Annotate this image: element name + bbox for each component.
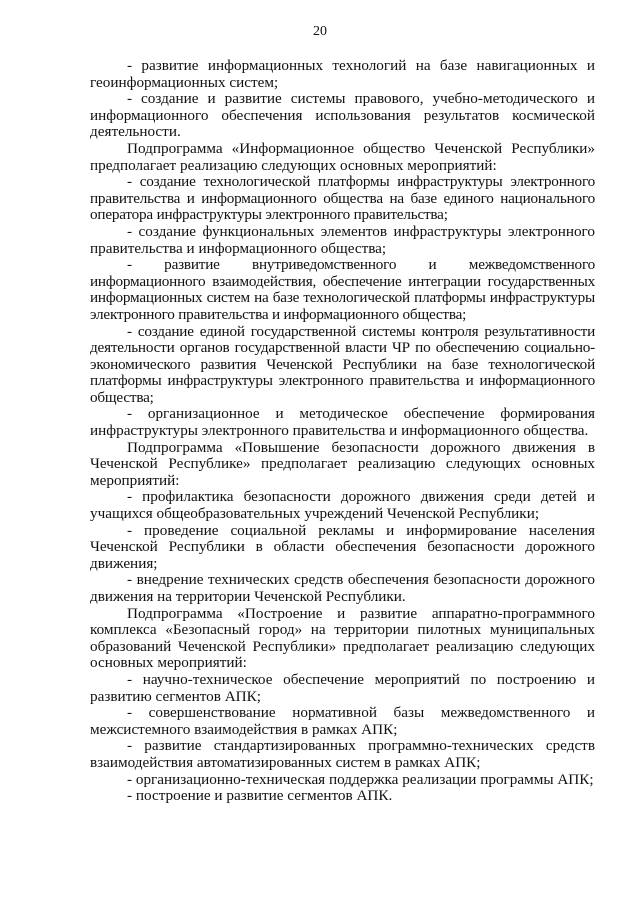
page-number: 20: [313, 24, 327, 39]
list-item: - совершенствование нормативной базы межведомственного и межсистемного взаимодействия в рамках АПК;: [90, 704, 595, 738]
list-item: - внедрение технических средств обеспечения безопасности дорожного движения на территории Чеченской Республики.: [90, 571, 595, 605]
list-item: - создание единой государственной системы контроля результативности деятельности органов государственной власти ЧР по обеспечению социально-экономического развития Чеченской Республики на базе технологической платформы инфраструктуры электронного правительства и информационного общества;: [90, 322, 595, 406]
list-item: - развитие стандартизированных программно-технических средств взаимодействия автоматизированных систем в рамках АПК;: [90, 737, 595, 771]
document-body: [90, 58, 595, 805]
list-item: - профилактика безопасности дорожного движения среди детей и учащихся общеобразовательных учреждений Чеченской Республики;: [90, 488, 595, 523]
list-item: - проведение социальной рекламы и информирование населения Чеченской Республики в области обеспечения безопасности дорожного движения;: [90, 521, 595, 572]
subprogram-intro: Подпрограмма «Информационное общество Чеченской Республики» предполагает реализацию следующих основных мероприятий:: [90, 139, 595, 174]
list-item: - организационно-техническая поддержка реализации программы АПК;: [127, 770, 594, 788]
subprogram-intro: Подпрограмма «Построение и развитие аппаратно-программного комплекса «Безопасный город» на территории пилотных муниципальных образований Чеченской Республики» предполагает реализацию следующих основных мероприятий:: [90, 604, 595, 672]
list-item: - создание и развитие системы правового, учебно-методического и информационного обеспечения использования результатов космической деятельности.: [90, 90, 595, 141]
list-item: - научно-техническое обеспечение мероприятий по построению и развитию сегментов АПК;: [90, 670, 595, 705]
subprogram-intro: Подпрограмма «Повышение безопасности дорожного движения в Чеченской Республике» предполагает реализацию следующих основных мероприятий:: [90, 438, 595, 489]
list-item: - создание функциональных элементов инфраструктуры электронного правительства и информационного общества;: [90, 222, 595, 257]
list-item: - развитие информационных технологий на базе навигационных и геоинформационных систем;: [90, 57, 595, 91]
list-item: - развитие внутриведомственного и межведомственного информационного взаимодействия, обеспечение интеграции государственных информационных систем на базе технологической платформы инфраструктуры электронного правительства и информационного общества;: [90, 256, 595, 323]
list-item: - построение и развитие сегментов АПК.: [127, 787, 393, 805]
list-item: - создание технологической платформы инфраструктуры электронного правительства и информационного общества на базе единого национального оператора инфраструктуры электронного правительства;: [90, 173, 595, 224]
list-item: - организационное и методическое обеспечение формирования инфраструктуры электронного правительства и информационного общества.: [90, 405, 595, 440]
